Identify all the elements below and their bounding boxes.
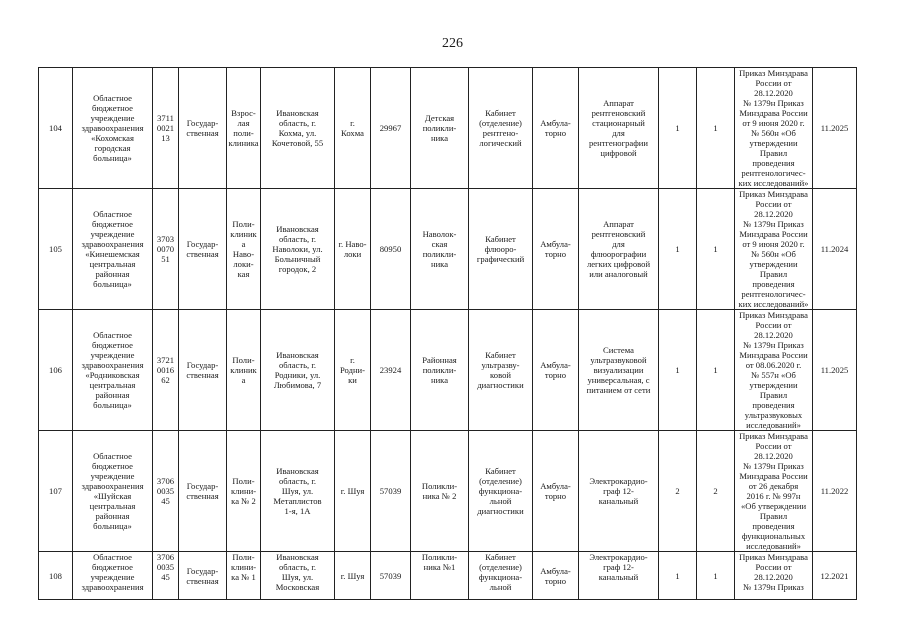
row-number: 104	[39, 68, 73, 189]
oktmo-cell: 80950	[371, 189, 411, 310]
cabinet-cell: Кабинет флюоро- графический	[469, 189, 533, 310]
organization-cell: Областное бюджетное учреждение здравоохранения «Шуйская центральная районная больница»	[73, 431, 153, 552]
address-cell: Ивановская область, г. Родники, ул. Любимова, 7	[261, 310, 335, 431]
legal-basis-cell: Приказ Минздрава России от 28.12.2020 № 1379н Приказ	[735, 552, 813, 600]
cabinet-cell: Кабинет (отделение) рентгено- логический	[469, 68, 533, 189]
table-row	[39, 431, 857, 552]
department-cell: Детская поликли- ника	[411, 68, 469, 189]
department-cell: Наволок- ская поликли- ника	[411, 189, 469, 310]
org-code-cell: 3706 0035 45	[153, 552, 179, 600]
quantity-cell: 1	[659, 310, 697, 431]
locality-cell: г. Родни- ки	[335, 310, 371, 431]
oktmo-cell: 57039	[371, 552, 411, 600]
care-type-cell: Амбула- торно	[533, 310, 579, 431]
locality-cell: г. Кохма	[335, 68, 371, 189]
equipment-registry-table	[38, 67, 857, 600]
quantity-cell: 2	[659, 431, 697, 552]
address-cell: Ивановская область, г. Шуя, ул. Московская	[261, 552, 335, 600]
table-row	[39, 68, 857, 189]
quantity-cell: 2	[697, 431, 735, 552]
table-row	[39, 189, 857, 310]
quantity-cell: 1	[659, 552, 697, 600]
org-code-cell: 3706 0035 45	[153, 431, 179, 552]
ownership-cell: Государ- ственная	[179, 552, 227, 600]
equipment-cell: Аппарат рентгеновский для флюорографии легких цифровой или аналоговый	[579, 189, 659, 310]
ownership-cell: Государ- ственная	[179, 310, 227, 431]
unit-cell: Поли- клини- ка № 2	[227, 431, 261, 552]
org-code-cell: 3703 0070 51	[153, 189, 179, 310]
care-type-cell: Амбула- торно	[533, 68, 579, 189]
date-cell: 12.2021	[813, 552, 857, 600]
ownership-cell: Государ- ственная	[179, 68, 227, 189]
department-cell: Поликли- ника № 2	[411, 431, 469, 552]
table-row	[39, 310, 857, 431]
ownership-cell: Государ- ственная	[179, 431, 227, 552]
org-code-cell: 3721 0016 62	[153, 310, 179, 431]
quantity-cell: 1	[697, 68, 735, 189]
cabinet-cell: Кабинет (отделение) функциона- льной диагностики	[469, 431, 533, 552]
legal-basis-cell: Приказ Минздрава России от 28.12.2020 № 1379н Приказ Минздрава России от 26 декабря 2016 г. № 997н «Об утверждении Правил проведения функциональных исследований»	[735, 431, 813, 552]
page-number: 226	[442, 36, 463, 51]
address-cell: Ивановская область, г. Шуя, ул. Метаплистов 1-я, 1А	[261, 431, 335, 552]
locality-cell: г. Шуя	[335, 431, 371, 552]
quantity-cell: 1	[659, 68, 697, 189]
organization-cell: Областное бюджетное учреждение здравоохранения «Кинешемская центральная районная больница»	[73, 189, 153, 310]
oktmo-cell: 23924	[371, 310, 411, 431]
organization-cell: Областное бюджетное учреждение здравоохранения «Кохомская городская больница»	[73, 68, 153, 189]
oktmo-cell: 29967	[371, 68, 411, 189]
care-type-cell: Амбула- торно	[533, 552, 579, 600]
care-type-cell: Амбула- торно	[533, 431, 579, 552]
row-number: 108	[39, 552, 73, 600]
date-cell: 11.2025	[813, 68, 857, 189]
organization-cell: Областное бюджетное учреждение здравоохранения «Родниковская центральная районная больница»	[73, 310, 153, 431]
cabinet-cell: Кабинет ультразву- ковой диагностики	[469, 310, 533, 431]
date-cell: 11.2025	[813, 310, 857, 431]
table-row	[39, 552, 857, 600]
org-code-cell: 3711 0021 13	[153, 68, 179, 189]
legal-basis-cell: Приказ Минздрава России от 28.12.2020 № 1379н Приказ Минздрава России от 9 июня 2020 г. № 560н «Об утверждении Правил проведения рентгенологичес- ких исследований»	[735, 68, 813, 189]
equipment-cell: Электрокардио- граф 12- канальный	[579, 431, 659, 552]
quantity-cell: 1	[697, 310, 735, 431]
unit-cell: Взрос- лая поли- клиника	[227, 68, 261, 189]
locality-cell: г. Наво- локи	[335, 189, 371, 310]
care-type-cell: Амбула- торно	[533, 189, 579, 310]
oktmo-cell: 57039	[371, 431, 411, 552]
unit-cell: Поли- клиник а Наво- локи- кая	[227, 189, 261, 310]
address-cell: Ивановская область, г. Кохма, ул. Кочетовой, 55	[261, 68, 335, 189]
locality-cell: г. Шуя	[335, 552, 371, 600]
department-cell: Поликли- ника №1	[411, 552, 469, 600]
legal-basis-cell: Приказ Минздрава России от 28.12.2020 № 1379н Приказ Минздрава России от 08.06.2020 г. № 557н «Об утверждении Правил проведения ультразвуковых исследований»	[735, 310, 813, 431]
row-number: 105	[39, 189, 73, 310]
cabinet-cell: Кабинет (отделение) функциона- льной	[469, 552, 533, 600]
quantity-cell: 1	[697, 552, 735, 600]
department-cell: Районная поликли- ника	[411, 310, 469, 431]
date-cell: 11.2022	[813, 431, 857, 552]
organization-cell: Областное бюджетное учреждение здравоохранения	[73, 552, 153, 600]
equipment-cell: Аппарат рентгеновский стационарный для рентгенографии цифровой	[579, 68, 659, 189]
row-number: 106	[39, 310, 73, 431]
legal-basis-cell: Приказ Минздрава России от 28.12.2020 № 1379н Приказ Минздрава России от 9 июня 2020 г. № 560н «Об утверждении Правил проведения рентгенологичес- ких исследований»	[735, 189, 813, 310]
quantity-cell: 1	[659, 189, 697, 310]
equipment-cell: Электрокардио- граф 12- канальный	[579, 552, 659, 600]
ownership-cell: Государ- ственная	[179, 189, 227, 310]
address-cell: Ивановская область, г. Наволоки, ул. Больничный городок, 2	[261, 189, 335, 310]
row-number: 107	[39, 431, 73, 552]
equipment-cell: Система ультразвуковой визуализации универсальная, с питанием от сети	[579, 310, 659, 431]
unit-cell: Поли- клини- ка № 1	[227, 552, 261, 600]
quantity-cell: 1	[697, 189, 735, 310]
date-cell: 11.2024	[813, 189, 857, 310]
unit-cell: Поли- клиник а	[227, 310, 261, 431]
